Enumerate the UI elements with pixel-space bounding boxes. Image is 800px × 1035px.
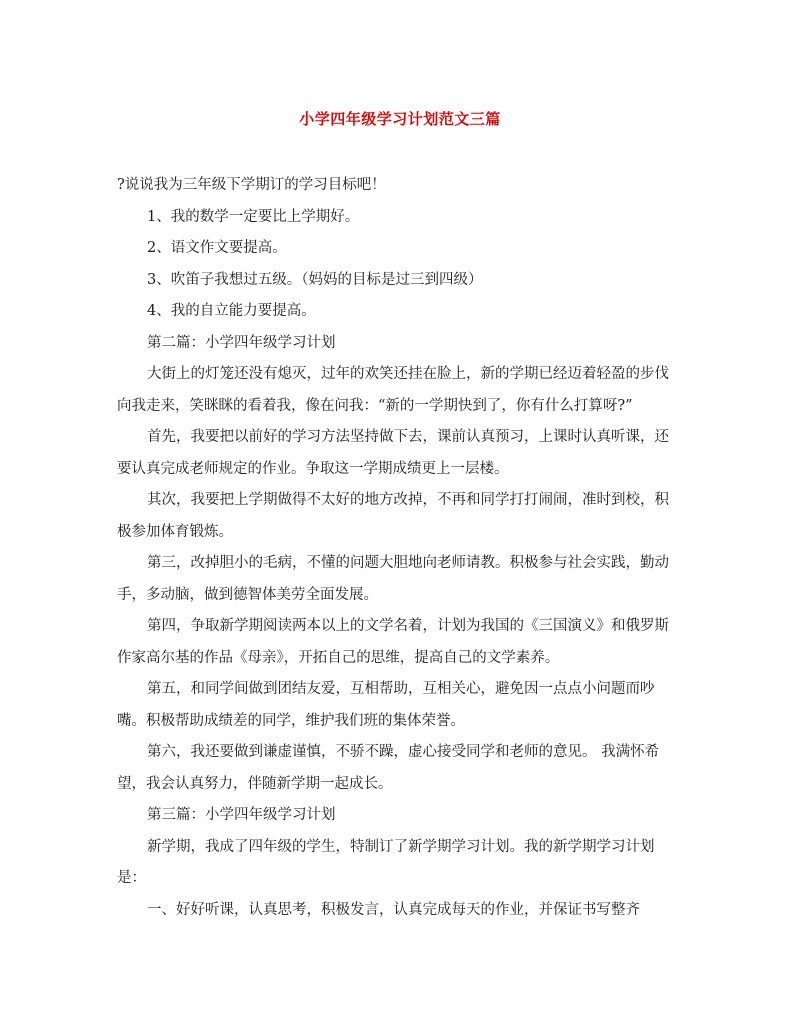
paragraph: 一、好好听课，认真思考，积极发言，认真完成每天的作业，并保证书写整齐 — [147, 901, 640, 918]
paragraph: 新学期，我成了四年级的学生，特制订了新学期学习计划。我的新学期学习计划是： — [117, 838, 655, 886]
paragraph: 首先，我要把以前好的学习方法坚持做下去，课前认真预习，上课时认真听课，还要认真完成老师规定的作业。争取这一学期成绩更上一层楼。 — [117, 429, 669, 477]
paragraph: 1、我的数学一定要比上学期好。 — [147, 208, 360, 225]
paragraph: 第三，改掉胆小的毛病，不懂的问题大胆地向老师请教。积极参与社会实践，勤动手，多动脑，做到德智体美劳全面发展。 — [117, 555, 669, 603]
paragraph: 3、吹笛子我想过五级。（妈妈的目标是过三到四级） — [147, 271, 483, 288]
paragraph: 其次，我要把上学期做得不太好的地方改掉，不再和同学打打闹闹，准时到校，积极参加体育锻炼。 — [117, 492, 669, 540]
document-body — [117, 170, 683, 926]
paragraph: 第六，我还要做到谦虚谨慎，不骄不躁，虚心接受同学和老师的意见。 我满怀希望，我会认真努力，伴随新学期一起成长。 — [117, 744, 660, 792]
paragraph: 2、语文作文要提高。 — [147, 240, 287, 256]
paragraph: ?说说我为三年级下学期订的学习目标吧！ — [117, 177, 386, 193]
section-heading: 第三篇：小学四年级学习计划 — [147, 807, 336, 823]
section-heading: 第二篇：小学四年级学习计划 — [147, 334, 336, 351]
paragraph: 第四，争取新学期阅读两本以上的文学名着，计划为我国的《三国演义》和俄罗斯作家高尔基的作品《母亲》，开拓自己的思维，提高自己的文学素养。 — [117, 618, 669, 666]
paragraph: 大街上的灯笼还没有熄灭，过年的欢笑还挂在脸上，新的学期已经迈着轻盈的步伐向我走来，笑眯眯的看着我，像在问我：“新的一学期快到了，你有什么打算呀?” — [117, 366, 669, 414]
paragraph: 4、我的自立能力要提高。 — [147, 303, 316, 319]
document-title: 小学四年级学习计划范文三篇 — [299, 110, 501, 128]
paragraph: 第五，和同学间做到团结友爱，互相帮助，互相关心，避免因一点点小问题而吵嘴。积极帮助成绩差的同学，维护我们班的集体荣誉。 — [117, 681, 655, 729]
